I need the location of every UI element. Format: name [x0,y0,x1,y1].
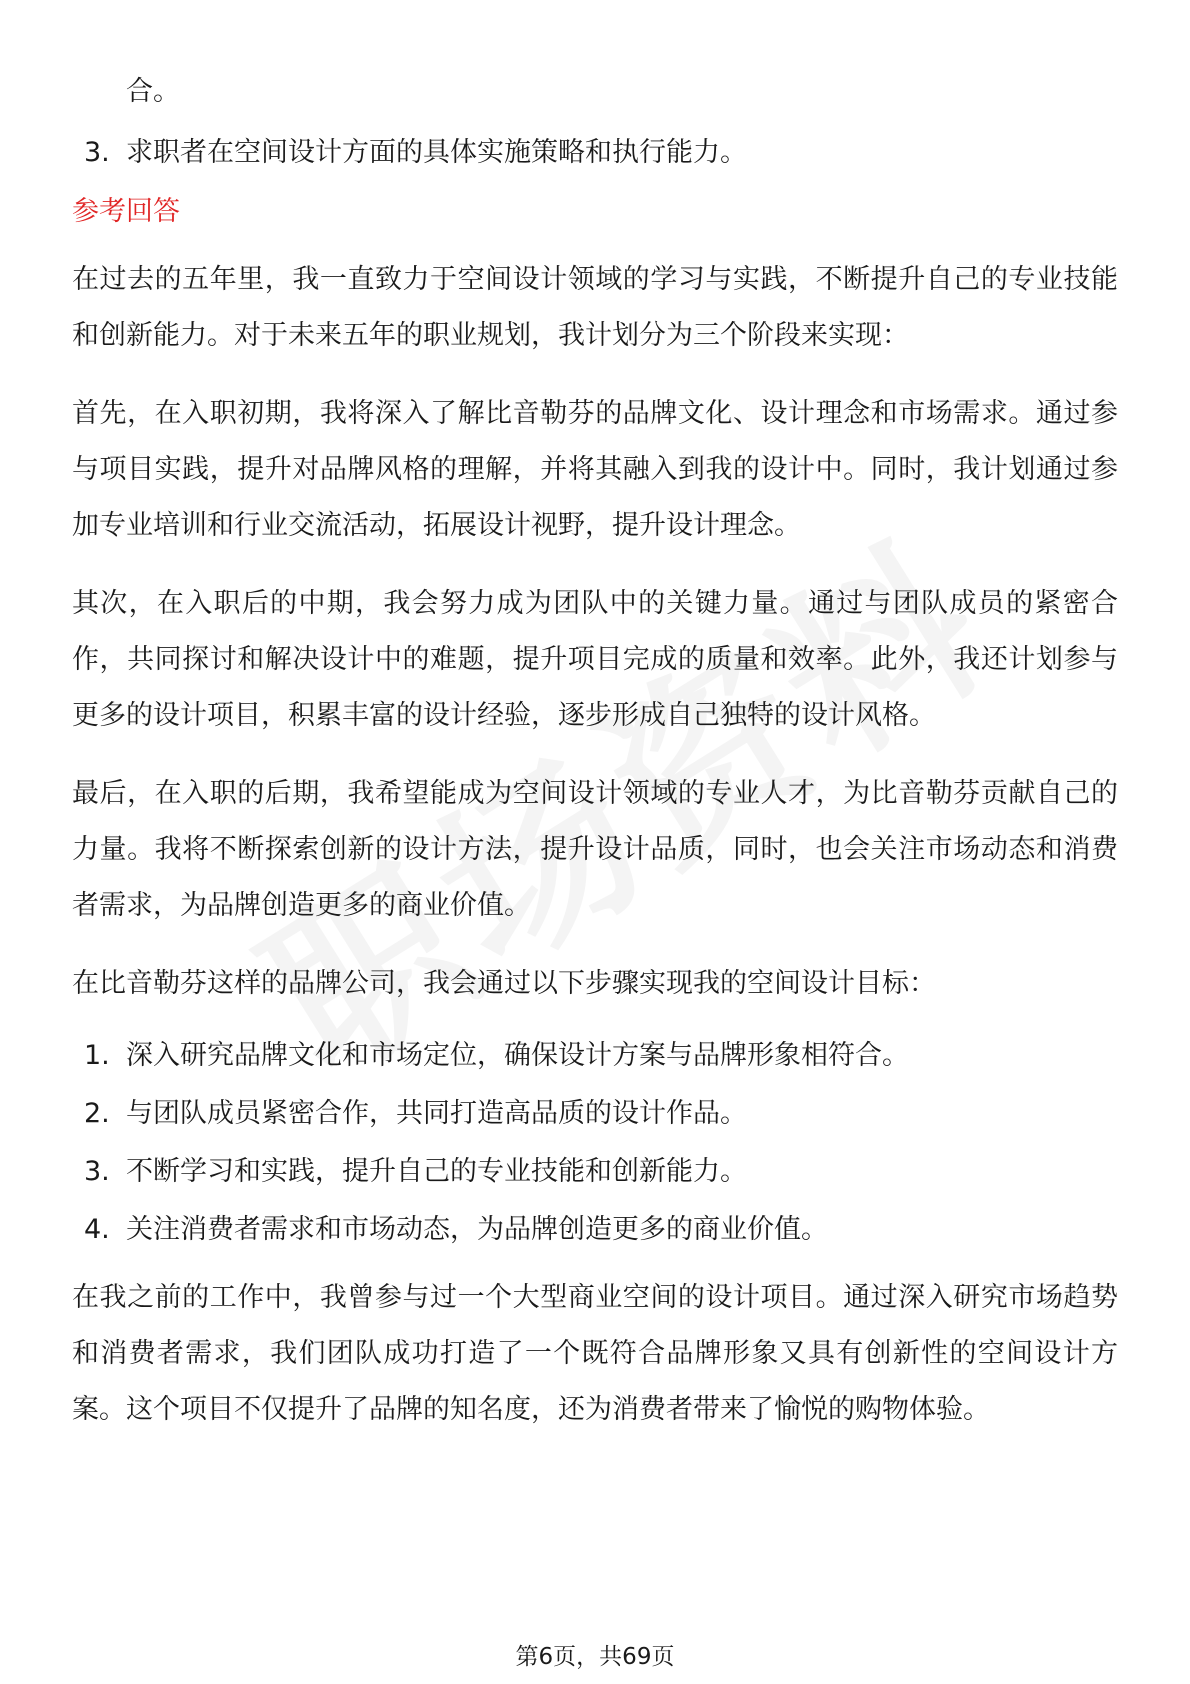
list-item [72,131,1118,175]
page-content [72,70,1118,1460]
steps-list [72,1034,1118,1252]
list-item [72,1208,1118,1252]
list-number: 4. [84,1214,110,1245]
list-number: 2. [84,1098,110,1129]
paragraph-first-stage: 首先，在入职初期，我将深入了解比音勒芬的品牌文化、设计理念和市场需求。通过参与项目实践，提升对品牌风格的理解，并将其融入到我的设计中。同时，我计划通过参加专业培训和行业交流活动，拓展设计视野，提升设计理念。 [72,398,1118,541]
list-number: 3. [84,1156,110,1187]
paragraph-closing: 在我之前的工作中，我曾参与过一个大型商业空间的设计项目。通过深入研究市场趋势和消费者需求，我们团队成功打造了一个既符合品牌形象又具有创新性的空间设计方案。这个项目不仅提升了品牌的知名度，还为消费者带来了愉悦的购物体验。 [72,1282,1118,1425]
top-list [72,131,1118,175]
list-item [72,1034,1118,1078]
list-item-text: 关注消费者需求和市场动态，为品牌创造更多的商业价值。 [126,1214,828,1245]
list-item [72,1092,1118,1136]
paragraph-second-stage: 其次，在入职后的中期，我会努力成为团队中的关键力量。通过与团队成员的紧密合作，共同探讨和解决设计中的难题，提升项目完成的质量和效率。此外，我还计划参与更多的设计项目，积累丰富的设计经验，逐步形成自己独特的设计风格。 [72,588,1118,731]
list-item-text: 与团队成员紧密合作，共同打造高品质的设计作品。 [126,1098,747,1129]
paragraph-third-stage: 最后，在入职的后期，我希望能成为空间设计领域的专业人才，为比音勒芬贡献自己的力量。我将不断探索创新的设计方法，提升设计品质，同时，也会关注市场动态和消费者需求，为品牌创造更多的商业价值。 [72,778,1118,921]
list-item [72,1150,1118,1194]
list-item-text: 深入研究品牌文化和市场定位，确保设计方案与品牌形象相符合。 [126,1040,909,1071]
list-item-text: 求职者在空间设计方面的具体实施策略和执行能力。 [126,137,747,168]
list-item-continuation: 合。 [126,76,180,107]
section-heading: 参考回答 [72,196,180,227]
page-footer: 第6页，共69页 [515,1644,675,1670]
paragraph-steps-intro: 在比音勒芬这样的品牌公司，我会通过以下步骤实现我的空间设计目标： [72,968,936,999]
paragraph-intro: 在过去的五年里，我一直致力于空间设计领域的学习与实践，不断提升自己的专业技能和创新能力。对于未来五年的职业规划，我计划分为三个阶段来实现： [72,264,1118,351]
list-number: 1. [84,1040,110,1071]
list-item-text: 不断学习和实践，提升自己的专业技能和创新能力。 [126,1156,747,1187]
list-number: 3. [84,137,110,168]
